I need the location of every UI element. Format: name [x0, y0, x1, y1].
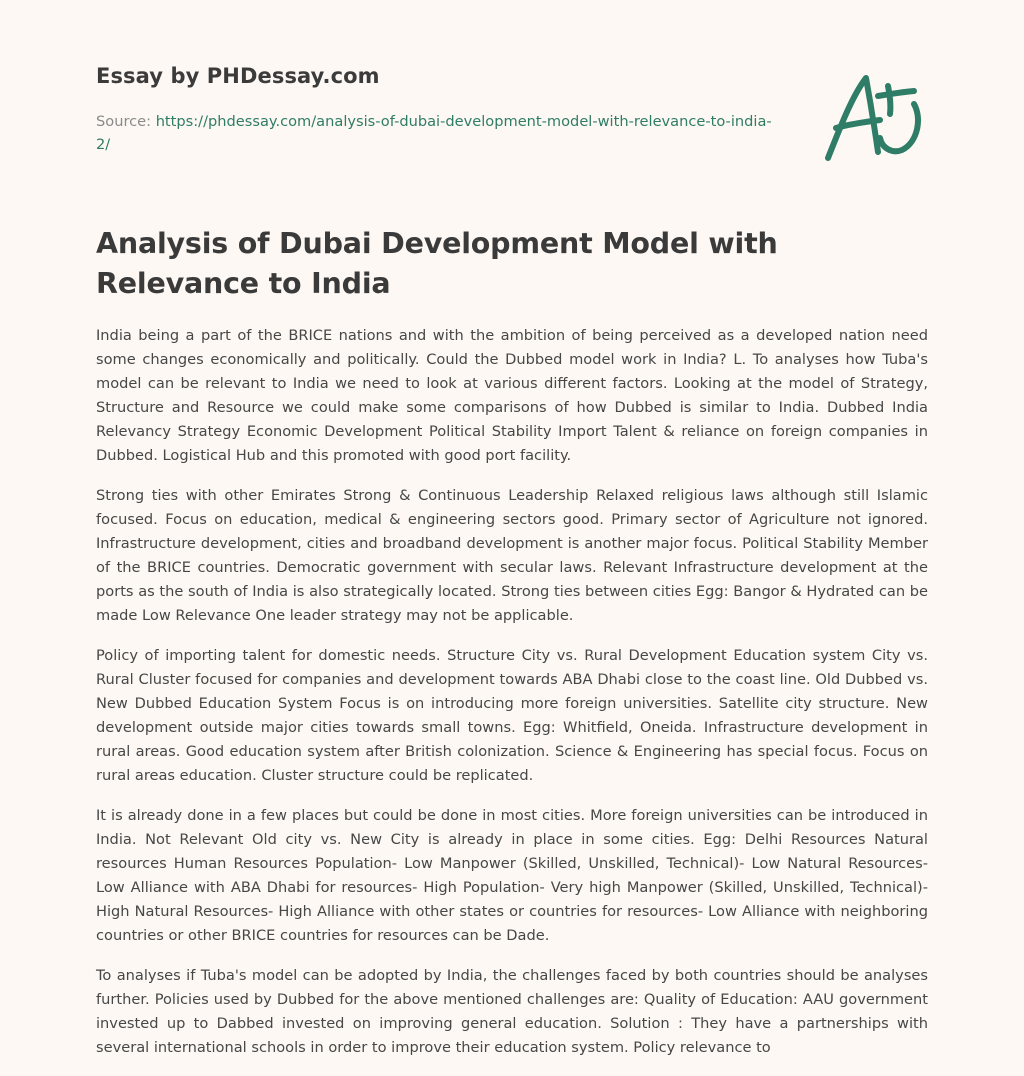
brand-title: Essay by PHDessay.com [96, 64, 380, 88]
source-line [96, 110, 776, 156]
source-label: Source: [96, 113, 156, 130]
article-paragraph: Strong ties with other Emirates Strong & Continuous Leadership Relaxed religious laws although still Islamic focused. Focus on education, medical & engineering sectors good. Primary sector of Agriculture not ignored. Infrastructure development, cities and broadband development is another major focus. Political Stability Member of the BRICE countries. Democratic government with secular laws. Relevant Infrastructure development at the ports as the south of India is also strategically located. Strong ties between cities Egg: Bangor & Hydrated can be made Low Relevance One leader strategy may not be applicable. [96, 487, 928, 624]
article-body [96, 324, 928, 1076]
a-plus-logo-svg [818, 66, 930, 166]
article-paragraph: It is already done in a few places but could be done in most cities. More foreign universities can be introduced in India. Not Relevant Old city vs. New City is already in place in some cities. Egg: Delhi Resources Natural resources Human Resources Population- Low Manpower (Skilled, Unskilled, Technical)- Low Natural Resources- Low Alliance with ABA Dhabi for resources- High Population- Very high Manpower (Skilled, Unskilled, Technical)- High Natural Resources- High Alliance with other states or countries for resources- Low Alliance with neighboring countries or other BRICE countries for resources can be Dade. [96, 807, 928, 944]
a-plus-grade-icon [818, 66, 930, 166]
article-paragraph: India being a part of the BRICE nations and with the ambition of being perceived as a developed nation need some changes economically and politically. Could the Dubbed model work in India? L. To analyses how Tuba's model can be relevant to India we need to look at various different factors. Looking at the model of Strategy, Structure and Resource we could make some comparisons of how Dubbed is similar to India. Dubbed India Relevancy Strategy Economic Development Political Stability Import Talent & reliance on foreign companies in Dubbed. Logistical Hub and this promoted with good port facility. [96, 327, 928, 464]
article-title: Analysis of Dubai Development Model with Relevance to India [96, 227, 778, 300]
article-paragraph: Policy of importing talent for domestic needs. Structure City vs. Rural Development Education system City vs. Rural Cluster focused for companies and development towards ABA Dhabi close to the coast line. Old Dubbed vs. New Dubbed Education System Focus is on introducing more foreign universities. Satellite city structure. New development outside major cities towards small towns. Egg: Whitfield, Oneida. Infrastructure development in rural areas. Good education system after British colonization. Science & Engineering has special focus. Focus on rural areas education. Cluster structure could be replicated. [96, 647, 928, 784]
article-paragraph: To analyses if Tuba's model can be adopted by India, the challenges faced by both countries should be analyses further. Policies used by Dubbed for the above mentioned challenges are: Quality of Education: AAU government invested up to Dabbed invested on improving general education. Solution : They have a partnerships with several international schools in order to improve their education system. Policy relevance to [96, 967, 928, 1056]
source-link[interactable]: https://phdessay.com/analysis-of-dubai-development-model-with-relevance-to-india-2/ [96, 113, 772, 153]
site-header [96, 64, 796, 88]
